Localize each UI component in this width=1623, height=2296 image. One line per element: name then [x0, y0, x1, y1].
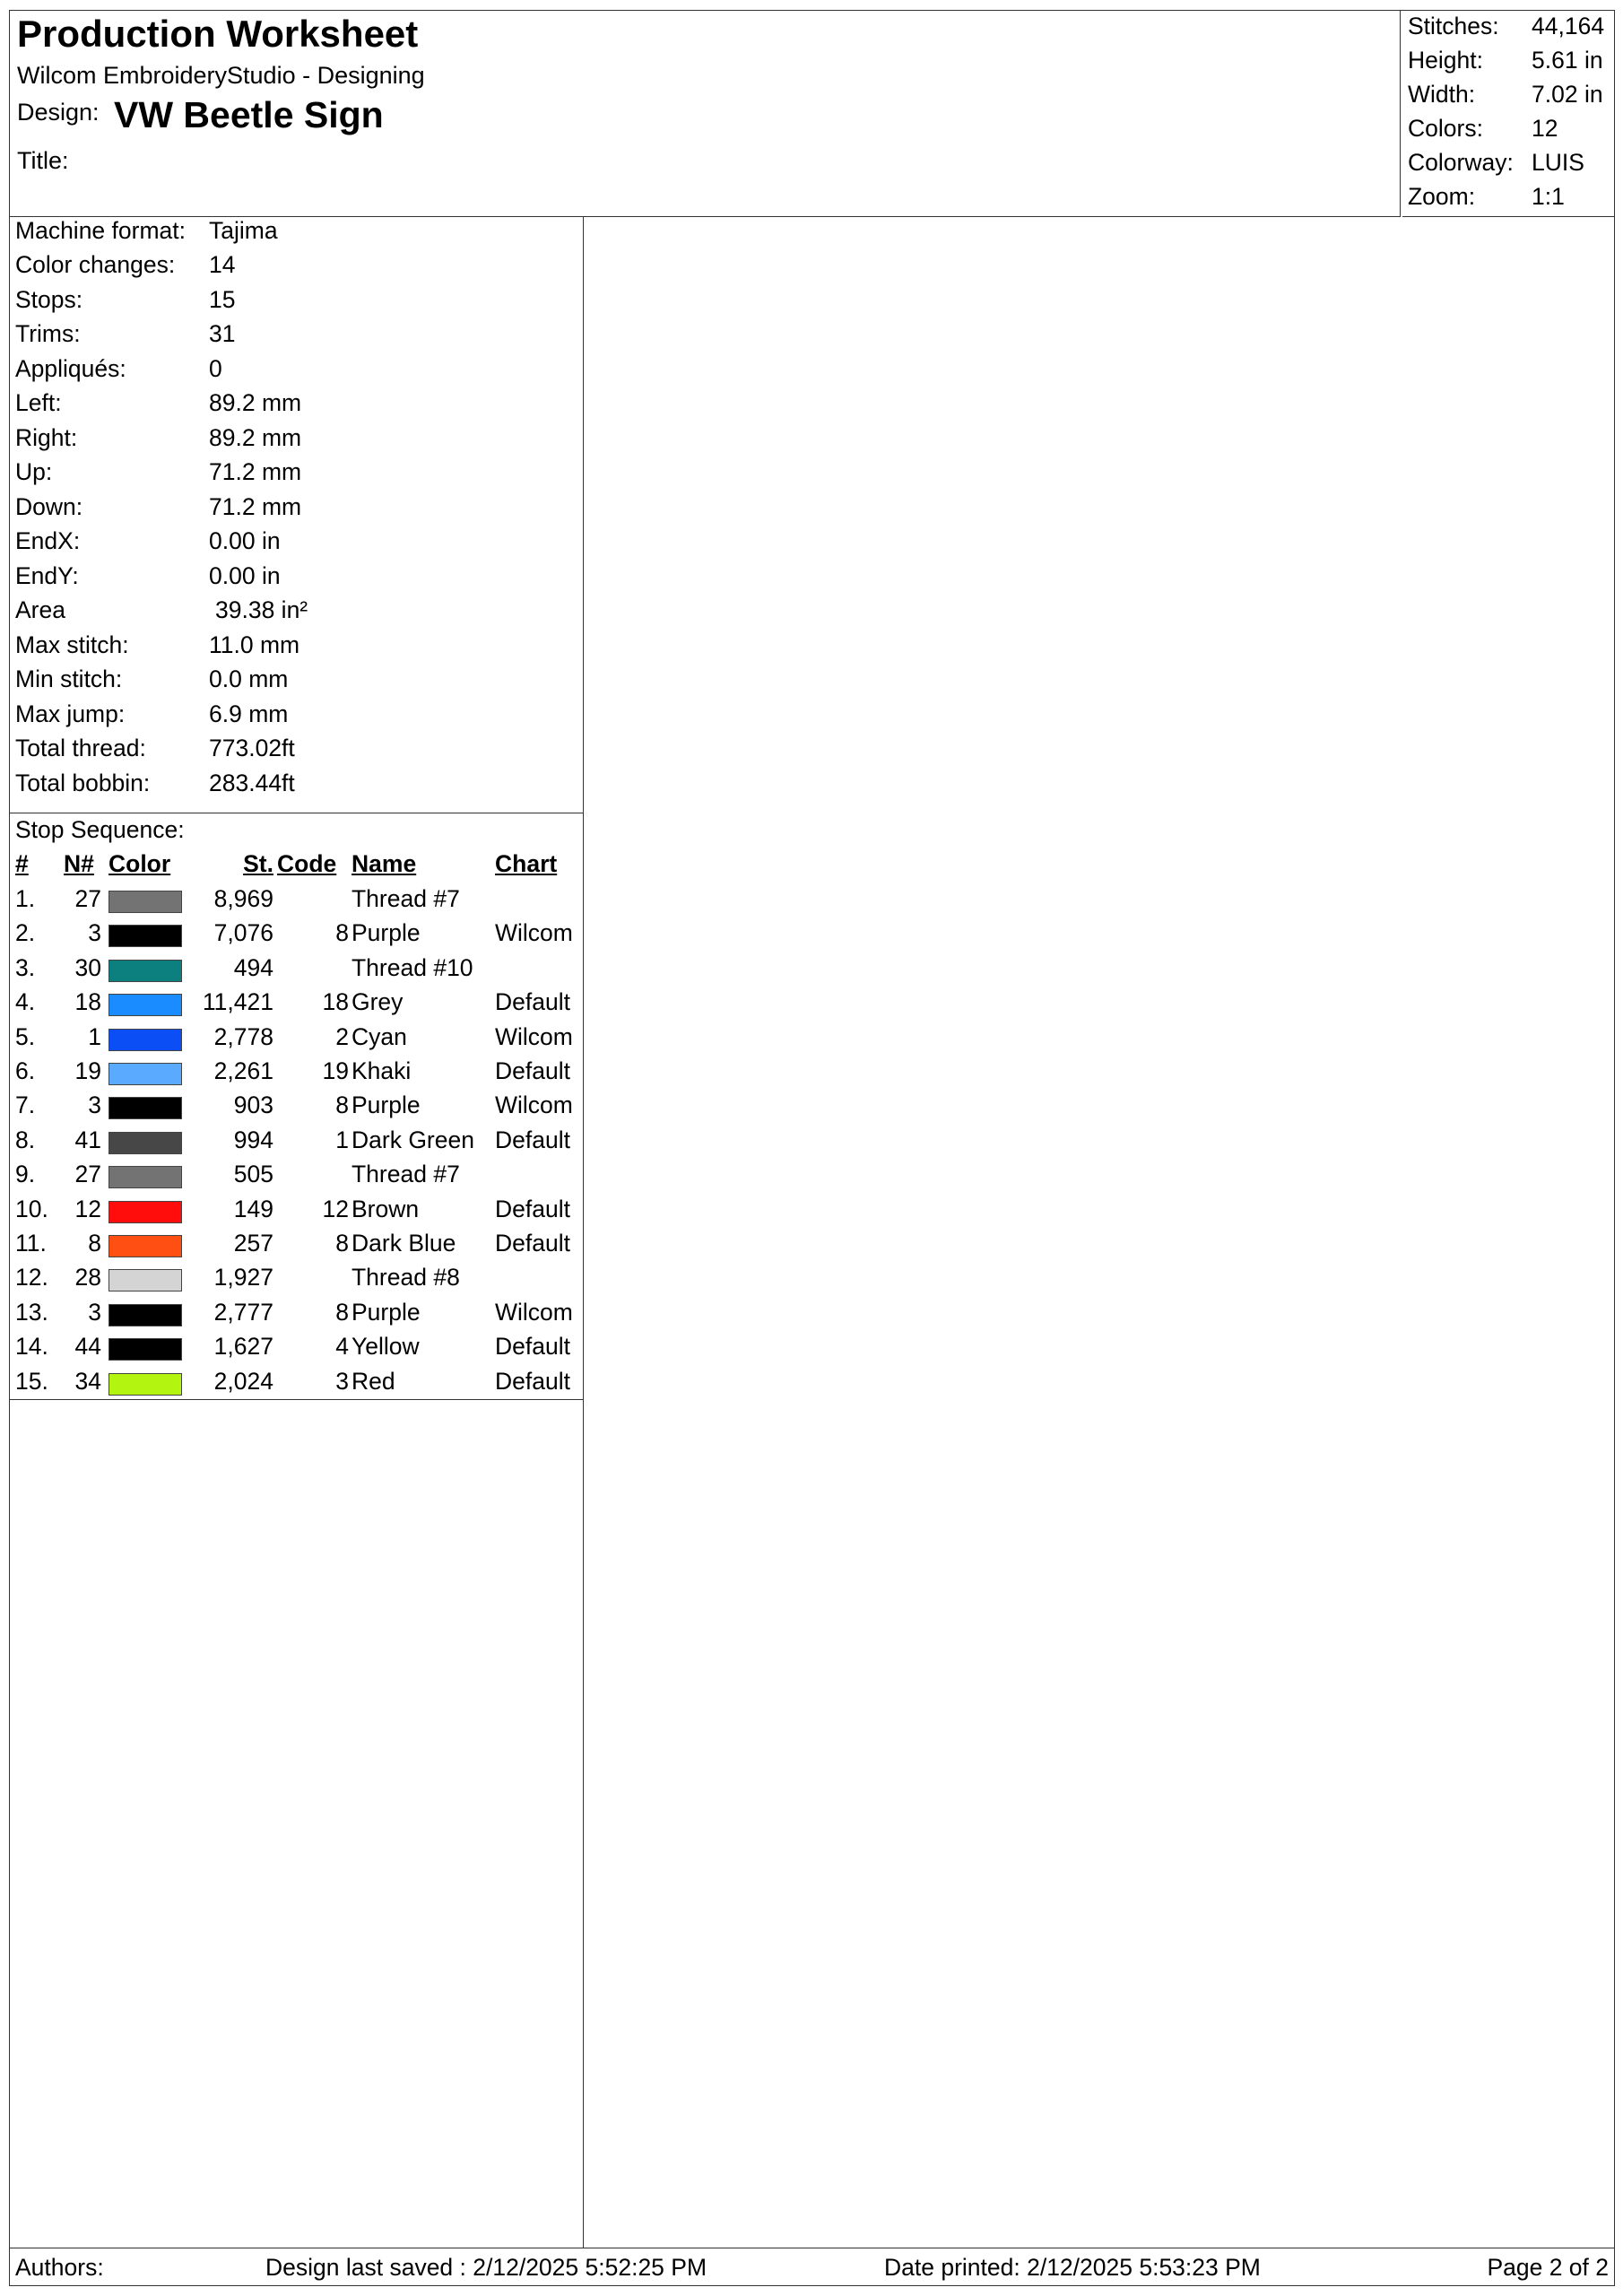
cell-needle: 44 — [74, 1333, 101, 1361]
color-swatch — [108, 1166, 182, 1188]
cell-needle: 3 — [88, 919, 101, 947]
col-header-color: Color — [108, 850, 171, 877]
cell-needle: 30 — [74, 953, 101, 981]
cell-name: Grey — [352, 988, 404, 1016]
cell-name: Purple — [352, 1298, 421, 1326]
cell-needle: 8 — [88, 1230, 101, 1257]
cell-needle: 19 — [74, 1057, 101, 1084]
cell-code: 19 — [322, 1057, 349, 1084]
cell-num: 9. — [15, 1161, 36, 1188]
cell-needle: 1 — [88, 1022, 101, 1050]
cell-chart: Default — [495, 1367, 570, 1395]
cell-needle: 28 — [74, 1264, 101, 1292]
cell-num: 15. — [15, 1367, 48, 1395]
color-swatch — [108, 925, 182, 947]
color-swatch — [108, 1063, 182, 1085]
cell-code: 8 — [335, 919, 349, 947]
cell-name: Thread #8 — [352, 1264, 460, 1292]
cell-stitches: 1,927 — [213, 1264, 273, 1292]
cell-needle: 41 — [74, 1126, 101, 1153]
cell-stitches: 257 — [233, 1230, 273, 1257]
cell-name: Dark Green — [352, 1126, 474, 1153]
cell-needle: 3 — [88, 1298, 101, 1326]
design-name: VW Beetle Sign — [114, 94, 384, 135]
color-swatch — [108, 1304, 182, 1326]
cell-chart: Wilcom — [495, 1298, 573, 1326]
cell-name: Thread #7 — [352, 885, 460, 912]
cell-chart: Default — [495, 1126, 570, 1153]
cell-stitches: 505 — [233, 1161, 273, 1188]
worksheet-header — [10, 11, 1401, 217]
cell-name: Purple — [352, 919, 421, 947]
cell-chart: Default — [495, 988, 570, 1016]
color-swatch — [108, 1201, 182, 1223]
cell-stitches: 2,777 — [213, 1298, 273, 1326]
cell-needle: 27 — [74, 885, 101, 912]
cell-code: 18 — [322, 988, 349, 1016]
color-swatch — [108, 1097, 182, 1119]
cell-needle: 27 — [74, 1161, 101, 1188]
cell-num: 1. — [15, 885, 36, 912]
color-swatch — [108, 960, 182, 982]
col-header-chart: Chart — [495, 850, 558, 877]
cell-code: 12 — [322, 1195, 349, 1222]
cell-code: 4 — [335, 1333, 349, 1361]
cell-chart: Wilcom — [495, 919, 573, 947]
cell-num: 8. — [15, 1126, 36, 1153]
cell-chart: Wilcom — [495, 1022, 573, 1050]
color-swatch — [108, 891, 182, 913]
design-label: Design: — [17, 99, 100, 126]
cell-chart: Default — [495, 1057, 570, 1084]
cell-stitches: 7,076 — [213, 919, 273, 947]
cell-name: Brown — [352, 1195, 420, 1222]
cell-chart: Default — [495, 1230, 570, 1257]
cell-num: 11. — [15, 1230, 47, 1257]
cell-stitches: 494 — [233, 953, 273, 981]
cell-stitches: 2,024 — [213, 1367, 273, 1395]
cell-stitches: 994 — [233, 1126, 273, 1153]
cell-code: 1 — [335, 1126, 349, 1153]
col-header-stitches: St. — [243, 850, 273, 877]
cell-num: 2. — [15, 919, 36, 947]
cell-stitches: 903 — [233, 1091, 273, 1119]
cell-stitches: 1,627 — [213, 1333, 273, 1361]
design-info-panel: Machine format: Tajima Color changes: 14 Stops: 15 Trims: 31 Appliqués: 0 Left: 89.2 mm Right: 89.2 mm Up: 71.2 mm Down: 71.2 mm EndX: 0.00 in EndY: 0.00 in Area 39.38 in² Max stitch: 11.0 mm Min stitch: 0.0 mm Max jump: 6.9 mm Total thread: 773.02ft Total bobbin: 283.44ft Stop Sequence: # N# Color St. Code Name Chart 1. 27 8,969 Thread #7 2. 3 7,076 8 Purple Wilcom 3. 30 494 Thread #10 4. 18 11,421 18 Grey Default 5. 1 2,778 2 Cyan Wilcom 6. 19 2,261 19 Khaki Default 7. 3 903 8 Purple Wilcom 8. 41 994 1 Dark Green Default 9. 27 505 Thread #7 10. 12 149 12 Brown Default 11. 8 257 8 Dark Blue Default 12. 28 1,927 Thread #8 13. 3 2,777 8 Purple Wilcom 14. 44 1,627 4 Yellow Default 15. 34 2,024 3 Red Default — [10, 217, 584, 2248]
cell-name: Yellow — [352, 1333, 420, 1361]
application-subtitle: Wilcom EmbroideryStudio - Designing — [17, 62, 425, 89]
col-header-name: Name — [352, 850, 417, 877]
cell-code: 2 — [335, 1022, 349, 1050]
stat-colorway: Colorway: LUIS — [1408, 149, 1584, 176]
cell-chart: Default — [495, 1195, 570, 1222]
cell-name: Red — [352, 1367, 395, 1395]
cell-code: 3 — [335, 1367, 349, 1395]
footer-page-number: Page 2 of 2 — [1487, 2254, 1609, 2281]
title-label: Title: — [17, 147, 69, 174]
col-header-needle: N# — [64, 850, 94, 877]
cell-chart: Wilcom — [495, 1091, 573, 1119]
cell-stitches: 8,969 — [213, 885, 273, 912]
cell-code: 8 — [335, 1298, 349, 1326]
cell-name: Dark Blue — [352, 1230, 456, 1257]
color-swatch — [108, 1235, 182, 1257]
cell-needle: 3 — [88, 1091, 101, 1119]
color-swatch — [108, 994, 182, 1016]
stat-height: Height: 5.61 in — [1408, 47, 1603, 74]
cell-code: 8 — [335, 1230, 349, 1257]
footer-last-saved: Design last saved : 2/12/2025 5:52:25 PM — [265, 2254, 707, 2281]
footer-date-printed: Date printed: 2/12/2025 5:53:23 PM — [884, 2254, 1261, 2281]
stat-stitches: Stitches: 44,164 — [1408, 13, 1605, 39]
cell-stitches: 149 — [233, 1195, 273, 1222]
worksheet-frame — [9, 10, 1615, 2286]
table-bottom-border — [10, 1399, 584, 1400]
stat-zoom: Zoom: 1:1 — [1408, 183, 1565, 210]
cell-num: 12. — [15, 1264, 48, 1292]
cell-needle: 34 — [74, 1367, 101, 1395]
cell-code: 8 — [335, 1091, 349, 1119]
cell-stitches: 11,421 — [202, 988, 273, 1016]
cell-num: 6. — [15, 1057, 36, 1084]
col-header-code: Code — [277, 850, 337, 877]
cell-name: Cyan — [352, 1022, 407, 1050]
col-header-num: # — [15, 850, 29, 877]
cell-num: 13. — [15, 1298, 48, 1326]
color-swatch — [108, 1269, 182, 1292]
stat-colors: Colors: 12 — [1408, 115, 1558, 142]
cell-num: 10. — [15, 1195, 48, 1222]
cell-name: Purple — [352, 1091, 421, 1119]
cell-chart: Default — [495, 1333, 570, 1361]
cell-num: 5. — [15, 1022, 36, 1050]
cell-num: 4. — [15, 988, 36, 1016]
stat-width: Width: 7.02 in — [1408, 81, 1603, 108]
cell-num: 14. — [15, 1333, 48, 1361]
color-swatch — [108, 1373, 182, 1396]
cell-name: Khaki — [352, 1057, 412, 1084]
color-swatch — [108, 1338, 182, 1361]
cell-num: 3. — [15, 953, 36, 981]
page-title: Production Worksheet — [17, 13, 419, 55]
cell-needle: 12 — [74, 1195, 101, 1222]
cell-name: Thread #10 — [352, 953, 473, 981]
cell-name: Thread #7 — [352, 1161, 460, 1188]
cell-stitches: 2,778 — [213, 1022, 273, 1050]
footer-authors: Authors: — [15, 2254, 104, 2281]
cell-needle: 18 — [74, 988, 101, 1016]
color-swatch — [108, 1029, 182, 1051]
color-swatch — [108, 1132, 182, 1154]
stop-sequence-title: Stop Sequence: — [15, 816, 185, 843]
cell-num: 7. — [15, 1091, 36, 1119]
cell-stitches: 2,261 — [213, 1057, 273, 1084]
design-stats-panel — [1402, 11, 1614, 217]
worksheet-footer — [10, 2248, 1614, 2285]
